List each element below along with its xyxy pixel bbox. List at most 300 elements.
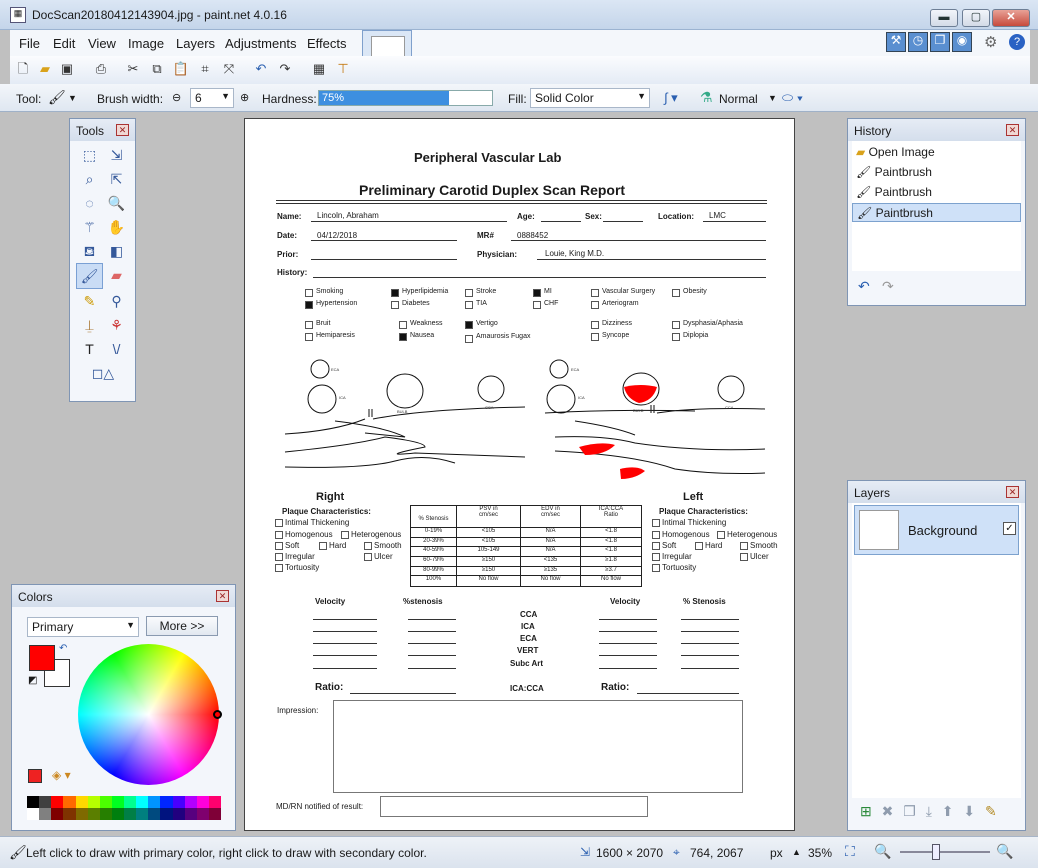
- plaque-r-ulcer: Ulcer: [374, 552, 393, 561]
- history-item[interactable]: 🖌 Paintbrush: [856, 185, 932, 199]
- stenosis-label-right: %stenosis: [403, 597, 443, 606]
- checkbox: [275, 531, 283, 539]
- field-line: [599, 643, 657, 644]
- checkbox: [465, 289, 473, 297]
- checkbox: [533, 301, 541, 309]
- history-undo-icon[interactable]: ↶: [858, 278, 870, 294]
- diagram-cca-label: CCA: [485, 405, 494, 410]
- chevron-down-icon: ▼: [126, 620, 135, 630]
- checkbox: [672, 321, 680, 329]
- plaque-l-soft: Soft: [662, 541, 677, 550]
- deselect-icon[interactable]: ⤧: [223, 61, 235, 76]
- shapes-icon[interactable]: ◻△: [91, 365, 115, 381]
- palette-swatch[interactable]: [76, 808, 88, 820]
- paintbrush-icon: 🖌: [857, 206, 873, 220]
- paste-icon[interactable]: 📋: [172, 61, 190, 76]
- report-title: Preliminary Carotid Duplex Scan Report: [359, 182, 626, 198]
- table-cell: No flow: [600, 576, 621, 583]
- crop-icon[interactable]: ⌗: [201, 61, 209, 76]
- table-cell: No flow: [457, 576, 521, 586]
- date-value: 04/12/2018: [317, 231, 358, 240]
- colors-panel-title: Colors: [18, 590, 53, 604]
- field-line: [637, 693, 739, 694]
- table-cell: 105-149: [457, 547, 521, 557]
- mr-value: 0888452: [517, 231, 549, 240]
- layer-properties-icon[interactable]: ✎: [985, 803, 997, 819]
- paint-bucket-icon[interactable]: ⛾: [83, 243, 96, 259]
- sym-nausea: Nausea: [410, 332, 435, 339]
- sym-bruit: Bruit: [316, 320, 331, 327]
- hardness-slider[interactable]: [318, 90, 493, 106]
- zoom-slider-thumb[interactable]: [932, 844, 940, 860]
- palette-swatch[interactable]: [112, 808, 124, 820]
- palette-swatch[interactable]: [124, 808, 136, 820]
- checkbox: [391, 289, 399, 297]
- menu-edit[interactable]: Edit: [53, 36, 76, 51]
- lasso-select-icon[interactable]: ⌕: [85, 171, 94, 187]
- settings-icon[interactable]: ⚙: [984, 34, 998, 51]
- layers-toggle-icon[interactable]: ❐: [930, 32, 950, 52]
- field-line: [511, 240, 766, 241]
- age-label: Age:: [517, 212, 535, 221]
- palette-swatch[interactable]: [148, 808, 160, 820]
- layer-row[interactable]: [854, 505, 1019, 555]
- table-cell: <135: [521, 557, 581, 567]
- stenosis-label-left: % Stenosis: [683, 597, 726, 606]
- paintbrush-icon[interactable]: 🖌: [76, 263, 103, 289]
- zoom-in-icon[interactable]: 🔍: [996, 843, 1014, 859]
- zoom-icon[interactable]: 🔍: [107, 195, 126, 211]
- field-line: [313, 643, 377, 644]
- primary-color-swatch[interactable]: [29, 645, 55, 671]
- paintbrush-icon: 🖌: [856, 185, 872, 199]
- ruler-icon[interactable]: ⊤: [337, 61, 349, 76]
- palette-swatch[interactable]: [124, 796, 136, 808]
- move-selection-icon[interactable]: ⇲: [110, 147, 123, 163]
- history-toggle-icon[interactable]: ◷: [908, 32, 928, 52]
- field-line: [313, 668, 377, 669]
- ratio-label-left: Ratio:: [601, 682, 630, 693]
- vessel-ica: ICA: [521, 622, 535, 631]
- field-line: [408, 631, 456, 632]
- colors-panel: [11, 584, 236, 831]
- palette-swatch[interactable]: [27, 796, 39, 808]
- table-header: EDV in cm/sec: [521, 506, 581, 528]
- field-line: [681, 619, 739, 620]
- zoom-level[interactable]: 35%: [808, 846, 833, 860]
- zoom-out-icon[interactable]: 🔍: [874, 843, 892, 859]
- redo-icon[interactable]: ↷: [279, 61, 291, 76]
- diagram-bulb-label: BULB: [397, 409, 408, 414]
- hist-diabetes: Diabetes: [402, 300, 430, 307]
- tools-panel: [69, 118, 136, 402]
- field-line: [681, 643, 739, 644]
- hist-smoking: Smoking: [316, 288, 344, 295]
- checkbox: [399, 333, 407, 341]
- history-redo-icon[interactable]: ↷: [882, 278, 894, 294]
- help-icon[interactable]: ?: [1009, 34, 1025, 50]
- field-line: [599, 668, 657, 669]
- palette-swatch[interactable]: [173, 796, 185, 808]
- field-line: [537, 259, 766, 260]
- mr-label: MR#: [477, 231, 494, 240]
- sym-vertigo: Vertigo: [476, 320, 498, 327]
- red-paint-stroke-2: [620, 467, 645, 479]
- red-paint-stroke-1: [579, 443, 615, 455]
- left-eca-circle: [550, 360, 568, 378]
- title-bar: [0, 0, 1038, 30]
- palette-swatch[interactable]: [88, 808, 100, 820]
- palette-swatch[interactable]: [27, 808, 39, 820]
- field-line: [599, 619, 657, 620]
- checkbox: [717, 531, 725, 539]
- name-value: Lincoln, Abraham: [317, 211, 379, 220]
- diagram-ica-label-left: ICA: [578, 395, 585, 400]
- plaque-l-tortuosity: Tortuosity: [662, 563, 697, 572]
- impression-box: [333, 700, 743, 793]
- blend-dropdown-icon[interactable]: ▼: [768, 93, 777, 103]
- sym-dysphasia: Dysphasia/Aphasia: [683, 320, 743, 327]
- palette-swatch[interactable]: [63, 796, 75, 808]
- lab-title: Peripheral Vascular Lab: [414, 150, 562, 165]
- sym-weakness: Weakness: [410, 320, 443, 327]
- left-cca-circle: [718, 376, 744, 402]
- hist-obesity: Obesity: [683, 288, 707, 295]
- field-line: [599, 655, 657, 656]
- table-cell: ≥135: [521, 567, 581, 577]
- history-panel: [847, 118, 1026, 306]
- recolor-icon[interactable]: ⚘: [110, 317, 123, 333]
- zoom-fit-icon[interactable]: ⛶: [845, 843, 855, 859]
- hist-chf: CHF: [544, 300, 559, 307]
- palette-swatch[interactable]: [100, 808, 112, 820]
- menu-adjustments[interactable]: Adjustments: [225, 36, 297, 51]
- palette-swatch[interactable]: [39, 808, 51, 820]
- maximize-button[interactable]: ▢: [962, 9, 990, 27]
- checkbox: [652, 553, 660, 561]
- clone-stamp-icon[interactable]: ⍊: [85, 317, 94, 333]
- vessel-subc: Subc Art: [510, 659, 544, 668]
- menu-bar: [10, 30, 1030, 56]
- checkbox: [672, 289, 680, 297]
- color-wheel[interactable]: [78, 644, 219, 785]
- merge-layer-icon[interactable]: ⤓: [925, 803, 932, 819]
- vessel-vert: VERT: [517, 646, 539, 655]
- color-wheel-marker[interactable]: [213, 710, 222, 719]
- selection-mode-icon[interactable]: ⬭ ▾: [782, 90, 804, 105]
- save-icon[interactable]: ▣: [60, 61, 74, 76]
- chevron-down-icon: ▼: [637, 91, 646, 101]
- checkbox: [275, 519, 283, 527]
- palette-menu-icon[interactable]: ◈ ▾: [52, 768, 71, 782]
- undo-icon[interactable]: ↶: [255, 61, 267, 76]
- right-label: Right: [316, 491, 345, 503]
- checkbox: [652, 564, 660, 572]
- layers-panel-header: [848, 481, 1025, 503]
- plaque-r-hard: Hard: [329, 541, 347, 550]
- palette-swatch[interactable]: [51, 796, 63, 808]
- history-item[interactable]: ▰ Open Image: [856, 145, 935, 159]
- paintbrush-tool-icon[interactable]: 🖌: [48, 89, 66, 105]
- cut-icon[interactable]: ✂: [127, 61, 139, 76]
- layers-panel-title: Layers: [854, 486, 891, 500]
- app-icon: ▦: [10, 7, 26, 23]
- menu-effects[interactable]: Effects: [307, 36, 347, 51]
- diagram-cca-label-left: CCA: [725, 405, 734, 410]
- checkbox: [652, 519, 660, 527]
- field-line: [311, 221, 507, 222]
- sym-amaurosis: Amaurosis Fugax: [476, 333, 531, 340]
- menu-image[interactable]: Image: [128, 36, 165, 51]
- checkbox: [652, 542, 660, 550]
- prior-label: Prior:: [277, 250, 299, 259]
- diagram-eca-label: ECA: [331, 367, 340, 372]
- table-cell: 40-59%: [411, 547, 457, 557]
- brush-width-input[interactable]: 6 ▼: [190, 88, 234, 108]
- plaque-l-intimal: Intimal Thickening: [662, 518, 727, 527]
- brush-width-decrease-icon[interactable]: ⊖: [172, 92, 182, 104]
- palette-swatch[interactable]: [160, 808, 172, 820]
- table-cell: 100%: [411, 576, 457, 586]
- history-panel-title: History: [854, 124, 892, 138]
- checkbox: [319, 542, 327, 550]
- tools-toggle-icon[interactable]: ⚒: [886, 32, 906, 52]
- location-value: LMC: [709, 211, 726, 220]
- checkbox: [275, 564, 283, 572]
- checkbox: [672, 333, 680, 341]
- status-hint: Left click to draw with primary color, right click to draw with secondary color.: [26, 846, 427, 860]
- checkbox: [591, 333, 599, 341]
- history-item[interactable]: 🖌 Paintbrush: [856, 165, 932, 179]
- impression-label: Impression:: [277, 706, 319, 715]
- move-layer-up-icon[interactable]: ⬆: [941, 803, 954, 819]
- table-cell: <105: [457, 528, 521, 538]
- palette-swatch[interactable]: [148, 796, 160, 808]
- field-line: [350, 693, 456, 694]
- paintbrush-status-icon: 🖌: [9, 844, 27, 860]
- colors-panel-header: [12, 585, 235, 607]
- notified-label: MD/RN notified of result:: [276, 802, 364, 811]
- grid-icon[interactable]: ▦: [312, 61, 326, 76]
- field-line: [681, 655, 739, 656]
- field-line: [313, 631, 377, 632]
- notified-box: [380, 796, 648, 817]
- palette-swatch[interactable]: [100, 796, 112, 808]
- text-icon[interactable]: T: [85, 341, 94, 357]
- checkbox: [341, 531, 349, 539]
- hist-hyperlipidemia: Hyperlipidemia: [402, 288, 449, 295]
- table-cell: ≥1.8: [581, 557, 641, 567]
- gradient-icon[interactable]: ◧: [109, 243, 124, 259]
- palette-swatch[interactable]: [160, 796, 172, 808]
- antialiasing-icon[interactable]: ∫ ▾: [664, 90, 678, 105]
- palette-swatch[interactable]: [39, 796, 51, 808]
- sym-dizziness: Dizziness: [602, 320, 632, 327]
- palette-swatch[interactable]: [88, 796, 100, 808]
- table-cell: ≥150: [457, 557, 521, 567]
- units-select[interactable]: px: [770, 846, 783, 860]
- close-button[interactable]: ✕: [992, 9, 1030, 27]
- checkbox: [364, 542, 372, 550]
- open-icon[interactable]: ▰: [40, 61, 50, 76]
- field-line: [541, 221, 581, 222]
- sym-hemiparesis: Hemiparesis: [316, 332, 355, 339]
- field-line: [311, 259, 457, 260]
- paintbrush-icon: 🖌: [856, 165, 872, 179]
- table-cell: ≥150: [457, 567, 521, 577]
- tools-panel-header: [70, 119, 135, 141]
- palette-swatch[interactable]: [76, 796, 88, 808]
- layer-thumbnail: [859, 510, 899, 550]
- palette-swatch[interactable]: [185, 796, 197, 808]
- palette-swatch[interactable]: [63, 808, 75, 820]
- plaque-r-tortuosity: Tortuosity: [285, 563, 320, 572]
- plaque-r-soft: Soft: [285, 541, 300, 550]
- print-icon[interactable]: ⎙: [95, 61, 107, 76]
- add-to-palette-icon[interactable]: [28, 769, 42, 783]
- move-layer-down-icon[interactable]: ⬇: [963, 803, 976, 819]
- right-bulb-ellipse: [387, 374, 423, 408]
- pencil-icon[interactable]: ✎: [83, 293, 96, 309]
- history-panel-header: [848, 119, 1025, 141]
- field-line: [681, 631, 739, 632]
- field-line: [313, 277, 766, 278]
- zoom-slider[interactable]: [900, 851, 990, 853]
- tools-panel-close[interactable]: ✕: [116, 124, 129, 136]
- table-cell: <105: [457, 538, 521, 548]
- velocity-label-left: Velocity: [610, 597, 641, 606]
- physician-value: Louie, King M.D.: [545, 249, 605, 258]
- duplicate-layer-icon[interactable]: ❐: [903, 803, 916, 819]
- copy-icon[interactable]: ⧉: [152, 61, 162, 76]
- fill-select[interactable]: Solid Color ▼: [530, 88, 650, 108]
- new-icon[interactable]: 🗋: [17, 61, 29, 76]
- tool-options-bar: [0, 84, 1038, 112]
- plaque-r-smooth: Smooth: [374, 541, 402, 550]
- checkbox: [591, 289, 599, 297]
- status-bar: [0, 836, 1038, 868]
- rule: [276, 203, 767, 204]
- hist-mi: MI: [544, 288, 552, 295]
- layer-name: Background: [908, 523, 978, 538]
- palette-swatch[interactable]: [209, 796, 221, 808]
- diagram-bulb-label-left: BULB: [633, 408, 644, 413]
- checkbox: [465, 321, 473, 329]
- layers-panel-close[interactable]: ✕: [1006, 486, 1019, 498]
- history-item-selected[interactable]: 🖌 Paintbrush: [852, 203, 1021, 222]
- tools-grid: [76, 143, 130, 385]
- color-mode-select[interactable]: Primary ▼: [27, 617, 139, 637]
- line-curve-icon[interactable]: \/: [112, 341, 121, 357]
- palette-swatch[interactable]: [136, 808, 148, 820]
- palette-swatch[interactable]: [136, 796, 148, 808]
- history-panel-close[interactable]: ✕: [1006, 124, 1019, 136]
- checkbox: [305, 321, 313, 329]
- right-cca-circle: [478, 376, 504, 402]
- palette-swatch[interactable]: [185, 808, 197, 820]
- field-line: [408, 668, 456, 669]
- reset-colors-icon[interactable]: ◩: [28, 675, 38, 686]
- tools-panel-title: Tools: [76, 124, 105, 138]
- menu-layers[interactable]: Layers: [176, 36, 216, 51]
- minimize-button[interactable]: ▬: [930, 9, 958, 27]
- palette-swatch[interactable]: [51, 808, 63, 820]
- plaque-l-ulcer: Ulcer: [750, 552, 769, 561]
- right-eca-circle: [311, 360, 329, 378]
- swap-colors-icon[interactable]: ↶: [59, 643, 68, 654]
- sex-label: Sex:: [585, 212, 602, 221]
- table-header: % Stenosis: [411, 506, 457, 528]
- delete-layer-icon[interactable]: ✖: [881, 803, 894, 819]
- plaque-label-right: Plaque Characteristics:: [282, 507, 371, 516]
- colors-toggle-icon[interactable]: ◉: [952, 32, 972, 52]
- fill-label: Fill:: [508, 92, 527, 106]
- magic-wand-icon[interactable]: ⚚: [83, 219, 96, 235]
- diagram-ica-label: ICA: [339, 395, 346, 400]
- plaque-r-heterogenous: Heterogenous: [351, 530, 402, 539]
- more-colors-button[interactable]: More >>: [146, 616, 218, 636]
- checkbox: [305, 301, 313, 309]
- colors-panel-close[interactable]: ✕: [216, 590, 229, 602]
- color-picker-icon[interactable]: ⚲: [111, 293, 122, 309]
- window-title: DocScan20180412143904.jpg - paint.net 4.0.16: [32, 8, 287, 22]
- brush-width-increase-icon[interactable]: ⊕: [240, 92, 250, 104]
- units-dropdown-icon[interactable]: ▲: [792, 847, 801, 857]
- checkbox: [533, 289, 541, 297]
- rectangle-select-icon[interactable]: ⬚: [82, 147, 97, 163]
- layer-visible-checkbox[interactable]: ✓: [1003, 522, 1016, 535]
- hist-vascular-surgery: Vascular Surgery: [602, 288, 656, 295]
- move-selected-icon[interactable]: ⇱: [110, 171, 123, 187]
- menu-file[interactable]: File: [19, 36, 40, 51]
- physician-label: Physician:: [477, 250, 518, 259]
- blend-mode-select[interactable]: Normal: [719, 92, 758, 106]
- pan-icon[interactable]: ✋: [107, 219, 126, 235]
- palette-swatch[interactable]: [197, 796, 209, 808]
- tool-dropdown-icon[interactable]: ▼: [68, 93, 77, 103]
- diagram-eca-label-left: ECA: [571, 367, 580, 372]
- checkbox: [364, 553, 372, 561]
- table-cell: <1.8: [581, 547, 641, 557]
- document-canvas[interactable]: [244, 118, 795, 831]
- plaque-l-smooth: Smooth: [750, 541, 778, 550]
- palette-swatch[interactable]: [197, 808, 209, 820]
- plaque-l-heterogenous: Heterogenous: [727, 530, 778, 539]
- field-line: [681, 668, 739, 669]
- eraser-icon[interactable]: ▰: [111, 267, 122, 283]
- table-cell: ≥3.7: [581, 567, 641, 577]
- ellipse-select-icon[interactable]: ◌: [85, 195, 94, 211]
- table-cell: N/A: [521, 547, 581, 557]
- menu-view[interactable]: View: [88, 36, 116, 51]
- image-size: 1600 × 2070: [596, 846, 664, 860]
- plaque-r-homogenous: Homogenous: [285, 530, 333, 539]
- table-cell: <1.8: [581, 528, 641, 538]
- add-layer-icon[interactable]: ⊞: [860, 803, 872, 819]
- main-toolbar: [10, 56, 1030, 84]
- palette-swatch[interactable]: [173, 808, 185, 820]
- cursor-position-icon: ⌖: [673, 845, 680, 859]
- field-line: [408, 619, 456, 620]
- checkbox: [391, 301, 399, 309]
- open-image-icon: ▰: [856, 145, 866, 159]
- table-cell: 60-79%: [411, 557, 457, 567]
- table-cell: No flow: [521, 576, 581, 586]
- palette-swatch[interactable]: [112, 796, 124, 808]
- palette-swatch[interactable]: [209, 808, 221, 820]
- blend-mode-icon: ⚗: [700, 89, 713, 105]
- ica-cca-label: ICA:CCA: [510, 684, 544, 693]
